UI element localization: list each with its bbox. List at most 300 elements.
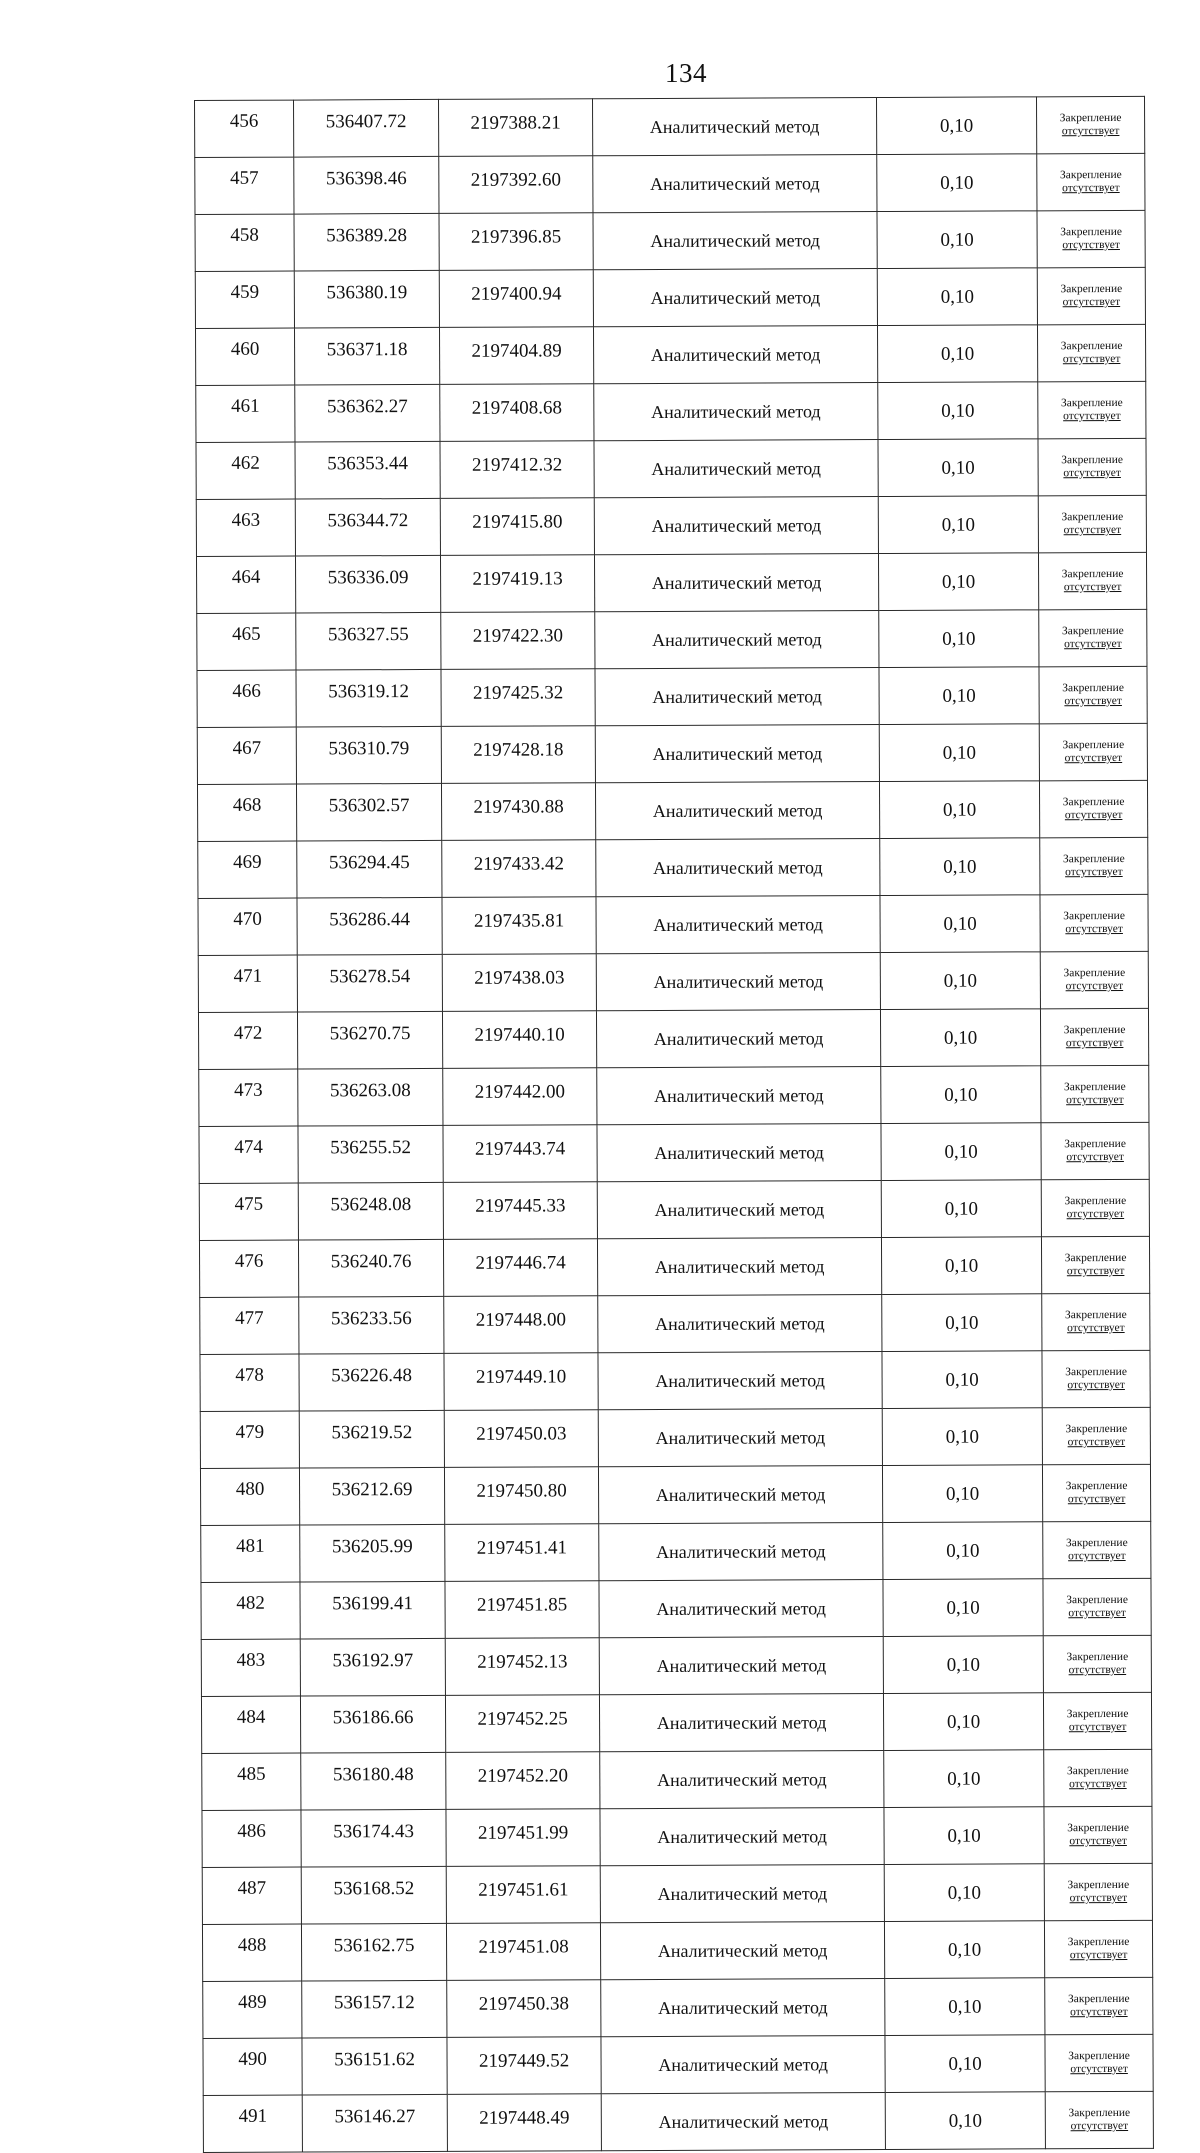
fixing-line-2: отсутствует [1065, 865, 1123, 879]
table-row [196, 495, 1146, 556]
accuracy-cell: 0,10 [881, 1237, 1041, 1295]
point-number-cell: 491 [203, 2095, 302, 2152]
method-cell: Аналитический метод [597, 1067, 881, 1125]
fixing-cell [1040, 1008, 1148, 1065]
y-coordinate-cell: 2197430.88 [441, 783, 595, 841]
fixing-line-2: отсутствует [1063, 523, 1122, 537]
fixing-line-1: Закрепление [1064, 1251, 1127, 1265]
table-row [197, 609, 1147, 670]
point-number-cell: 461 [196, 385, 295, 442]
fixing-line-2: отсутствует [1063, 409, 1121, 423]
x-coordinate-cell: 536389.28 [294, 213, 439, 271]
point-number-cell: 486 [202, 1810, 301, 1867]
fixing-line-2: отсутствует [1068, 1606, 1126, 1620]
y-coordinate-cell: 2197442.00 [443, 1068, 597, 1126]
y-coordinate-cell: 2197452.25 [445, 1695, 599, 1753]
fixing-line-1: Закрепление [1064, 1194, 1127, 1208]
x-coordinate-cell: 536398.46 [294, 156, 439, 214]
y-coordinate-cell: 2197449.52 [447, 2037, 601, 2095]
point-number-cell: 467 [197, 727, 296, 784]
point-number-cell: 471 [198, 955, 297, 1012]
fixing-line-2: отсутствует [1062, 295, 1121, 309]
table-row [197, 723, 1147, 784]
table-row [198, 1008, 1148, 1069]
accuracy-cell: 0,10 [880, 895, 1040, 953]
x-coordinate-cell: 536278.54 [297, 954, 442, 1012]
table-row [196, 438, 1146, 499]
fixing-cell [1037, 267, 1145, 324]
table-row [202, 1749, 1152, 1810]
point-number-cell: 462 [196, 442, 295, 499]
fixing-cell [1044, 1749, 1152, 1806]
point-number-cell: 460 [195, 328, 294, 385]
accuracy-cell: 0,10 [880, 838, 1040, 896]
table-row [201, 1578, 1151, 1639]
x-coordinate-cell: 536255.52 [298, 1125, 443, 1183]
y-coordinate-cell: 2197433.42 [442, 840, 596, 898]
fixing-line-2: отсутствует [1070, 2119, 1129, 2133]
y-coordinate-cell: 2197443.74 [443, 1125, 597, 1183]
y-coordinate-cell: 2197435.81 [442, 897, 596, 955]
point-number-cell: 487 [202, 1867, 301, 1924]
point-number-cell: 465 [197, 613, 296, 670]
fixing-line-2: отсутствует [1067, 1435, 1126, 1449]
fixing-line-1: Закрепление [1067, 1821, 1129, 1835]
point-number-cell: 468 [197, 784, 296, 841]
fixing-cell [1037, 324, 1145, 381]
method-cell: Аналитический метод [600, 1808, 884, 1866]
table-row [200, 1350, 1150, 1411]
fixing-line-2: отсутствует [1062, 238, 1120, 252]
fixing-line-1: Закрепление [1066, 1650, 1129, 1664]
fixing-cell [1037, 210, 1145, 267]
accuracy-cell: 0,10 [882, 1351, 1042, 1409]
fixing-cell [1045, 2034, 1153, 2091]
accuracy-cell: 0,10 [881, 1180, 1041, 1238]
table-row [197, 780, 1147, 841]
y-coordinate-cell: 2197425.32 [441, 669, 595, 727]
x-coordinate-cell: 536294.45 [297, 840, 442, 898]
x-coordinate-cell: 536240.76 [298, 1239, 443, 1297]
method-cell: Аналитический метод [595, 782, 879, 840]
table-row [199, 1179, 1149, 1240]
point-number-cell: 457 [195, 157, 294, 214]
accuracy-cell: 0,10 [882, 1408, 1042, 1466]
fixing-cell [1045, 1977, 1153, 2034]
x-coordinate-cell: 536212.69 [299, 1467, 444, 1525]
y-coordinate-cell: 2197451.99 [446, 1809, 600, 1867]
y-coordinate-cell: 2197451.61 [446, 1866, 600, 1924]
fixing-line-1: Закрепление [1062, 738, 1125, 752]
fixing-cell [1041, 1122, 1149, 1179]
y-coordinate-cell: 2197448.49 [447, 2094, 601, 2152]
fixing-line-2: отсутствует [1066, 1207, 1125, 1221]
table-row [195, 324, 1145, 385]
x-coordinate-cell: 536205.99 [300, 1524, 445, 1582]
accuracy-cell: 0,10 [879, 781, 1039, 839]
fixing-line-2: отсутствует [1062, 181, 1120, 195]
x-coordinate-cell: 536353.44 [295, 441, 440, 499]
method-cell: Аналитический метод [598, 1352, 882, 1410]
method-cell: Аналитический метод [601, 2036, 885, 2094]
x-coordinate-cell: 536157.12 [302, 1980, 447, 2038]
method-cell: Аналитический метод [596, 896, 880, 954]
fixing-line-2: отсутствует [1069, 1777, 1127, 1791]
table-row [198, 951, 1148, 1012]
table-row [200, 1464, 1150, 1525]
accuracy-cell: 0,10 [876, 97, 1036, 155]
x-coordinate-cell: 536168.52 [301, 1866, 446, 1924]
fixing-cell [1044, 1863, 1152, 1920]
method-cell: Аналитический метод [594, 497, 878, 555]
point-number-cell: 477 [200, 1297, 299, 1354]
y-coordinate-cell: 2197392.60 [439, 156, 593, 214]
fixing-cell [1037, 153, 1145, 210]
x-coordinate-cell: 536219.52 [299, 1410, 444, 1468]
fixing-cell [1043, 1635, 1151, 1692]
y-coordinate-cell: 2197404.89 [439, 327, 593, 385]
fixing-line-2: отсутствует [1061, 124, 1120, 138]
fixing-line-1: Закрепление [1060, 339, 1123, 353]
accuracy-cell: 0,10 [883, 1579, 1043, 1637]
point-number-cell: 484 [201, 1696, 300, 1753]
point-number-cell: 478 [200, 1354, 299, 1411]
fixing-cell [1041, 1236, 1149, 1293]
fixing-cell [1040, 837, 1148, 894]
point-number-cell: 479 [200, 1411, 299, 1468]
fixing-line-1: Закрепление [1062, 852, 1125, 866]
y-coordinate-cell: 2197451.41 [445, 1524, 599, 1582]
method-cell: Аналитический метод [592, 98, 876, 156]
table-row [202, 1920, 1152, 1981]
method-cell: Аналитический метод [594, 440, 878, 498]
fixing-line-1: Закрепление [1065, 1536, 1128, 1550]
fixing-line-1: Закрепление [1063, 1023, 1126, 1037]
y-coordinate-cell: 2197412.32 [440, 441, 594, 499]
fixing-line-1: Закрепление [1060, 396, 1123, 410]
point-number-cell: 459 [195, 271, 294, 328]
fixing-cell [1042, 1350, 1150, 1407]
point-number-cell: 456 [195, 100, 294, 157]
fixing-line-2: отсутствует [1064, 751, 1123, 765]
x-coordinate-cell: 536151.62 [302, 2037, 447, 2095]
fixing-cell [1042, 1464, 1150, 1521]
fixing-line-2: отсутствует [1063, 466, 1121, 480]
accuracy-cell: 0,10 [883, 1636, 1043, 1694]
fixing-cell [1044, 1806, 1152, 1863]
method-cell: Аналитический метод [593, 212, 877, 270]
fixing-cell [1038, 552, 1146, 609]
fixing-line-2: отсутствует [1065, 979, 1124, 993]
method-cell: Аналитический метод [596, 839, 880, 897]
method-cell: Аналитический метод [599, 1637, 883, 1695]
x-coordinate-cell: 536286.44 [297, 897, 442, 955]
fixing-line-2: отсутствует [1067, 1378, 1125, 1392]
fixing-line-2: отсутствует [1063, 580, 1122, 594]
fixing-line-1: Закрепление [1059, 168, 1122, 182]
table-row [201, 1635, 1151, 1696]
coordinates-table-body [195, 96, 1154, 2152]
accuracy-cell: 0,10 [879, 724, 1039, 782]
method-cell: Аналитический метод [595, 668, 879, 726]
y-coordinate-cell: 2197400.94 [439, 270, 593, 328]
method-cell: Аналитический метод [593, 326, 877, 384]
fixing-line-2: отсутствует [1070, 2005, 1128, 2019]
point-number-cell: 469 [198, 841, 297, 898]
table-row [203, 2034, 1153, 2095]
fixing-line-2: отсутствует [1068, 1720, 1127, 1734]
fixing-cell [1041, 1179, 1149, 1236]
method-cell: Аналитический метод [601, 1979, 885, 2037]
y-coordinate-cell: 2197438.03 [442, 954, 596, 1012]
point-number-cell: 475 [199, 1183, 298, 1240]
point-number-cell: 488 [202, 1924, 301, 1981]
accuracy-cell: 0,10 [885, 2092, 1045, 2150]
fixing-line-1: Закрепление [1060, 282, 1123, 296]
point-number-cell: 464 [196, 556, 295, 613]
method-cell: Аналитический метод [597, 1124, 881, 1182]
x-coordinate-cell: 536226.48 [299, 1353, 444, 1411]
method-cell: Аналитический метод [599, 1694, 883, 1752]
point-number-cell: 470 [198, 898, 297, 955]
point-number-cell: 463 [196, 499, 295, 556]
y-coordinate-cell: 2197450.38 [447, 1980, 601, 2038]
accuracy-cell: 0,10 [882, 1465, 1042, 1523]
x-coordinate-cell: 536327.55 [296, 612, 441, 670]
point-number-cell: 482 [201, 1582, 300, 1639]
x-coordinate-cell: 536344.72 [295, 498, 440, 556]
accuracy-cell: 0,10 [884, 1807, 1044, 1865]
method-cell: Аналитический метод [595, 611, 879, 669]
method-cell: Аналитический метод [593, 269, 877, 327]
fixing-cell [1039, 666, 1147, 723]
fixing-line-1: Закрепление [1063, 966, 1126, 980]
fixing-line-1: Закрепление [1064, 1308, 1127, 1322]
method-cell: Аналитический метод [596, 1010, 880, 1068]
y-coordinate-cell: 2197452.13 [445, 1638, 599, 1696]
fixing-cell [1039, 609, 1147, 666]
method-cell: Аналитический метод [598, 1295, 882, 1353]
x-coordinate-cell: 536407.72 [294, 99, 439, 157]
fixing-line-1: Закрепление [1066, 1707, 1129, 1721]
method-cell: Аналитический метод [599, 1580, 883, 1638]
x-coordinate-cell: 536174.43 [301, 1809, 446, 1867]
x-coordinate-cell: 536310.79 [296, 726, 441, 784]
fixing-line-2: отсутствует [1066, 1150, 1124, 1164]
point-number-cell: 481 [201, 1525, 300, 1582]
table-row [202, 1863, 1152, 1924]
accuracy-cell: 0,10 [884, 1864, 1044, 1922]
x-coordinate-cell: 536371.18 [294, 327, 439, 385]
fixing-cell [1040, 894, 1148, 951]
x-coordinate-cell: 536302.57 [296, 783, 441, 841]
accuracy-cell: 0,10 [879, 667, 1039, 725]
x-coordinate-cell: 536380.19 [294, 270, 439, 328]
fixing-cell [1043, 1521, 1151, 1578]
y-coordinate-cell: 2197428.18 [441, 726, 595, 784]
table-row [196, 381, 1146, 442]
fixing-line-1: Закрепление [1061, 510, 1124, 524]
fixing-cell [1038, 381, 1146, 438]
y-coordinate-cell: 2197396.85 [439, 213, 593, 271]
fixing-line-1: Закрепление [1060, 225, 1122, 239]
accuracy-cell: 0,10 [881, 1066, 1041, 1124]
y-coordinate-cell: 2197440.10 [442, 1011, 596, 1069]
page-number: 134 [665, 58, 707, 88]
y-coordinate-cell: 2197448.00 [444, 1296, 598, 1354]
table-row [199, 1236, 1149, 1297]
table-row [200, 1407, 1150, 1468]
table-row [201, 1521, 1151, 1582]
point-number-cell: 485 [202, 1753, 301, 1810]
accuracy-cell: 0,10 [879, 610, 1039, 668]
point-number-cell: 489 [203, 1981, 302, 2038]
method-cell: Аналитический метод [600, 1922, 884, 1980]
x-coordinate-cell: 536233.56 [299, 1296, 444, 1354]
fixing-line-2: отсутствует [1062, 352, 1121, 366]
fixing-line-2: отсутствует [1064, 637, 1122, 651]
method-cell: Аналитический метод [600, 1751, 884, 1809]
fixing-cell [1043, 1578, 1151, 1635]
accuracy-cell: 0,10 [882, 1294, 1042, 1352]
fixing-line-2: отсутствует [1068, 1663, 1127, 1677]
fixing-line-2: отсутствует [1065, 1036, 1124, 1050]
table-row [203, 2091, 1153, 2152]
fixing-cell [1044, 1920, 1152, 1977]
y-coordinate-cell: 2197450.80 [444, 1467, 598, 1525]
table-row [195, 96, 1145, 157]
point-number-cell: 480 [200, 1468, 299, 1525]
accuracy-cell: 0,10 [878, 553, 1038, 611]
y-coordinate-cell: 2197408.68 [440, 384, 594, 442]
accuracy-cell: 0,10 [880, 952, 1040, 1010]
fixing-cell [1042, 1293, 1150, 1350]
point-number-cell: 483 [201, 1639, 300, 1696]
fixing-line-2: отсутствует [1066, 1093, 1124, 1107]
fixing-line-2: отсутствует [1064, 694, 1122, 708]
accuracy-cell: 0,10 [878, 382, 1038, 440]
fixing-line-1: Закрепление [1065, 1479, 1128, 1493]
table-row [195, 267, 1145, 328]
fixing-line-1: Закрепление [1066, 1764, 1129, 1778]
fixing-cell [1039, 780, 1147, 837]
accuracy-cell: 0,10 [884, 1750, 1044, 1808]
fixing-line-2: отсутствует [1067, 1321, 1125, 1335]
method-cell: Аналитический метод [597, 1238, 881, 1296]
table-row [198, 894, 1148, 955]
fixing-line-2: отсутствует [1065, 922, 1123, 936]
accuracy-cell: 0,10 [885, 1978, 1045, 2036]
point-number-cell: 490 [203, 2038, 302, 2095]
fixing-line-1: Закрепление [1061, 453, 1123, 467]
method-cell: Аналитический метод [597, 1181, 881, 1239]
y-coordinate-cell: 2197446.74 [443, 1239, 597, 1297]
method-cell: Аналитический метод [595, 725, 879, 783]
fixing-cell [1039, 723, 1147, 780]
y-coordinate-cell: 2197449.10 [444, 1353, 598, 1411]
y-coordinate-cell: 2197451.85 [445, 1581, 599, 1639]
fixing-cell [1041, 1065, 1149, 1122]
fixing-line-1: Закрепление [1062, 795, 1125, 809]
table-row [199, 1122, 1149, 1183]
fixing-line-1: Закрепление [1064, 1137, 1126, 1151]
method-cell: Аналитический метод [598, 1409, 882, 1467]
fixing-line-1: Закрепление [1068, 2049, 1130, 2063]
y-coordinate-cell: 2197422.30 [441, 612, 595, 670]
fixing-line-2: отсутствует [1068, 1549, 1126, 1563]
table-row [203, 1977, 1153, 2038]
accuracy-cell: 0,10 [878, 496, 1038, 554]
accuracy-cell: 0,10 [880, 1009, 1040, 1067]
accuracy-cell: 0,10 [878, 439, 1038, 497]
table-row [197, 666, 1147, 727]
coordinates-table-wrapper [194, 96, 1147, 2153]
table-row [195, 210, 1145, 271]
table-row [200, 1293, 1150, 1354]
method-cell: Аналитический метод [601, 2093, 885, 2151]
x-coordinate-cell: 536362.27 [295, 384, 440, 442]
accuracy-cell: 0,10 [877, 211, 1037, 269]
x-coordinate-cell: 536336.09 [295, 555, 440, 613]
x-coordinate-cell: 536192.97 [300, 1638, 445, 1696]
method-cell: Аналитический метод [594, 383, 878, 441]
fixing-cell [1040, 951, 1148, 1008]
method-cell: Аналитический метод [594, 554, 878, 612]
fixing-line-2: отсутствует [1066, 1264, 1125, 1278]
method-cell: Аналитический метод [593, 155, 877, 213]
table-row [201, 1692, 1151, 1753]
fixing-line-1: Закрепление [1067, 1935, 1130, 1949]
fixing-cell [1043, 1692, 1151, 1749]
point-number-cell: 473 [199, 1069, 298, 1126]
accuracy-cell: 0,10 [877, 268, 1037, 326]
fixing-line-1: Закрепление [1067, 1878, 1130, 1892]
point-number-cell: 476 [199, 1240, 298, 1297]
fixing-line-2: отсутствует [1067, 1492, 1126, 1506]
table-row [199, 1065, 1149, 1126]
fixing-cell [1045, 2091, 1153, 2148]
table-row [198, 837, 1148, 898]
fixing-line-1: Закрепление [1067, 1992, 1130, 2006]
accuracy-cell: 0,10 [883, 1522, 1043, 1580]
x-coordinate-cell: 536319.12 [296, 669, 441, 727]
fixing-line-1: Закрепление [1066, 1593, 1128, 1607]
method-cell: Аналитический метод [598, 1466, 882, 1524]
point-number-cell: 466 [197, 670, 296, 727]
fixing-cell [1038, 438, 1146, 495]
x-coordinate-cell: 536146.27 [302, 2094, 447, 2152]
fixing-cell [1038, 495, 1146, 552]
y-coordinate-cell: 2197450.03 [444, 1410, 598, 1468]
point-number-cell: 458 [195, 214, 294, 271]
fixing-line-2: отсутствует [1064, 808, 1123, 822]
point-number-cell: 472 [198, 1012, 297, 1069]
fixing-line-1: Закрепление [1059, 111, 1122, 125]
fixing-line-1: Закрепление [1068, 2106, 1131, 2120]
accuracy-cell: 0,10 [883, 1693, 1043, 1751]
method-cell: Аналитический метод [599, 1523, 883, 1581]
method-cell: Аналитический метод [600, 1865, 884, 1923]
x-coordinate-cell: 536199.41 [300, 1581, 445, 1639]
fixing-line-1: Закрепление [1062, 681, 1124, 695]
fixing-line-2: отсутствует [1069, 1948, 1128, 1962]
accuracy-cell: 0,10 [885, 2035, 1045, 2093]
fixing-line-1: Закрепление [1065, 1422, 1128, 1436]
fixing-line-1: Закрепление [1061, 624, 1124, 638]
x-coordinate-cell: 536180.48 [301, 1752, 446, 1810]
fixing-cell [1042, 1407, 1150, 1464]
table-row [202, 1806, 1152, 1867]
